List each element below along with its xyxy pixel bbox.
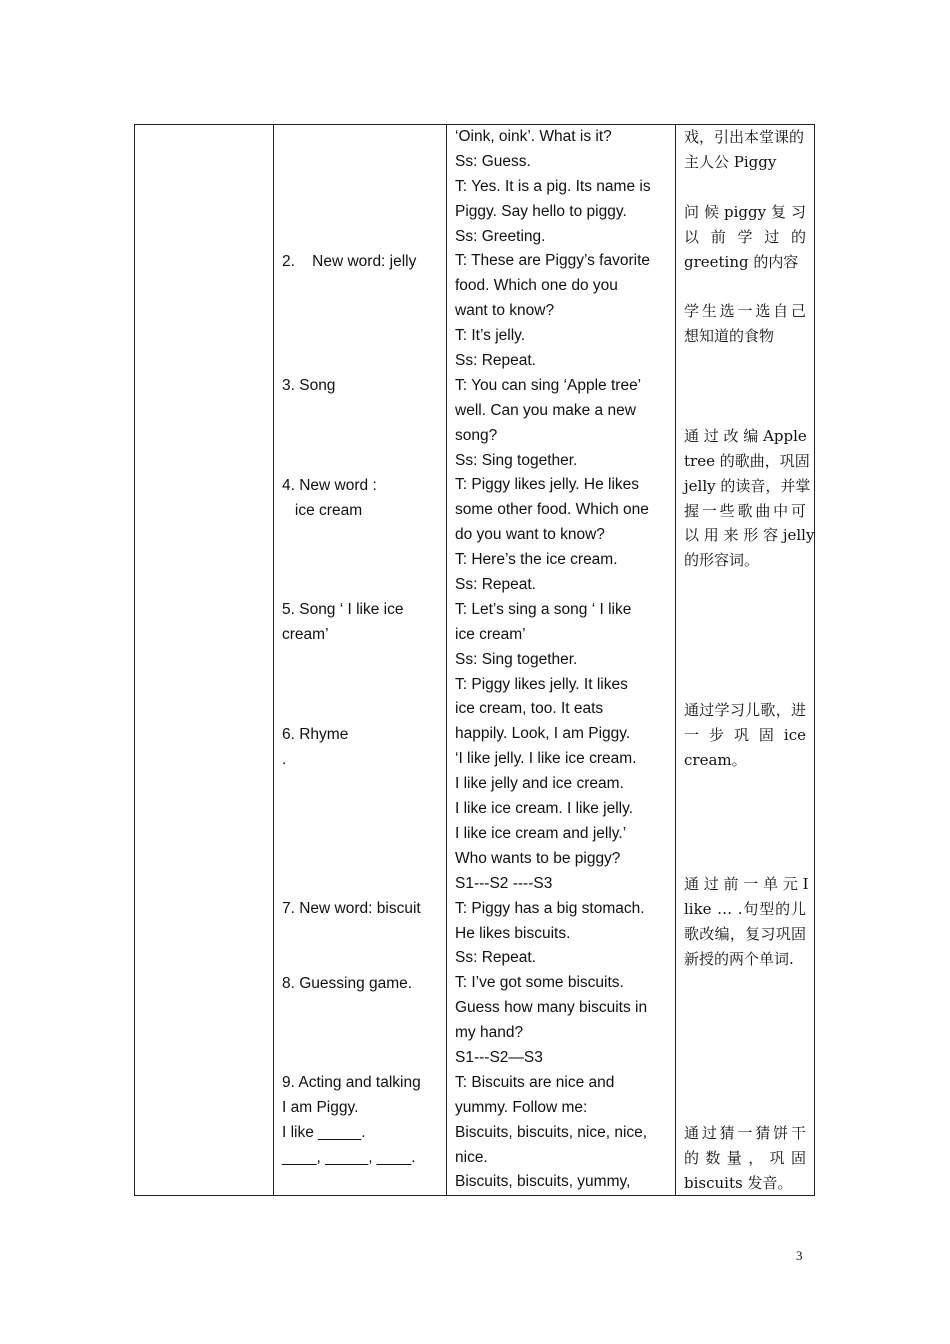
procedure-line: song? [455,426,498,444]
step-label: 6. Rhyme [282,725,349,743]
procedure-line: nice. [455,1148,488,1166]
procedure-line: Ss: Sing together. [455,451,578,469]
design-note-line: 的形容词。 [684,551,760,570]
procedure-line: ‘Oink, oink’. What is it? [455,128,612,145]
design-note-line: 学生选一选自己 [684,302,806,321]
page-number: 3 [796,1248,803,1263]
design-note-line: 通过学习儿歌，进 [684,700,806,719]
procedure-line: Ss: Repeat. [455,949,536,967]
design-note-line: jelly 的读音，并掌 [684,476,811,495]
procedure-line: Biscuits, biscuits, nice, nice, [455,1123,648,1141]
design-note-line: 通过猜一猜饼干 [684,1124,806,1142]
column-divider [675,125,676,1195]
procedure-line: T: Here’s the ice cream. [455,551,618,569]
teaching-procedure-column [455,125,671,1195]
design-note-line: 想知道的食物 [684,327,775,346]
design-note-line: cream。 [684,750,747,769]
procedure-line: Guess how many biscuits in [455,999,648,1017]
procedure-line: Ss: Sing together. [455,650,578,668]
design-note-line: 的 数 量 ， 巩 固 [684,1148,806,1167]
step-label: ice cream [282,501,363,519]
design-note-line: 戏，引出本堂课的 [684,128,805,146]
design-note-line: 主人公 Piggy [684,152,777,171]
procedure-line: Ss: Repeat. [455,576,536,594]
step-label: 4. New word : [282,476,377,494]
procedure-line: T: These are Piggy’s favorite [455,252,650,270]
procedure-line: S1---S2 ----S3 [455,874,553,892]
procedure-line: well. Can you make a new [455,401,636,419]
procedure-line: happily. Look, I am Piggy. [455,725,631,743]
procedure-line: S1---S2—S3 [455,1048,543,1066]
procedure-line: some other food. Which one [455,501,649,519]
design-note-line: 通 过 前 一 单 元 I [684,875,809,893]
procedure-line: Piggy. Say hello to piggy. [455,202,627,220]
step-label: 5. Song ‘ I like ice [282,601,404,619]
procedure-line: my hand? [455,1024,524,1042]
procedure-line: T: Piggy has a big stomach. [455,899,645,917]
procedure-line: T: Biscuits are nice and [455,1073,615,1091]
procedure-line: T: Piggy likes jelly. It likes [455,675,628,693]
procedure-line: Ss: Repeat. [455,352,536,370]
column-divider [446,125,447,1195]
procedure-line: T: Let’s sing a song ‘ I like [455,600,632,618]
procedure-line: I like jelly and ice cream. [455,775,624,793]
procedure-line: do you want to know? [455,526,605,544]
procedure-line: T: It’s jelly. [455,327,526,345]
procedure-line: ‘I like jelly. I like ice cream. [455,750,637,768]
design-note-line: 新授的两个单词. [684,949,794,968]
procedure-line: He likes biscuits. [455,924,571,942]
design-note-line: greeting 的内容 [684,252,799,271]
step-label: ____, _____, ____. [282,1148,416,1166]
design-note-line: 以 前 学 过 的 [684,227,806,246]
step-label: 2. New word: jelly [282,252,417,270]
procedure-line: yummy. Follow me: [455,1098,588,1116]
column-divider [273,125,274,1195]
step-label: I like _____. [282,1124,366,1141]
procedure-line: food. Which one do you [455,277,618,295]
design-note-line: 握一些歌曲中可 [684,501,806,520]
design-note-line: biscuits 发音。 [684,1173,793,1192]
step-label: . [282,750,287,768]
design-note-line: 通 过 改 编 Apple [684,426,807,445]
procedure-line: ice cream’ [455,625,526,643]
procedure-line: Ss: Greeting. [455,227,546,245]
step-label: 3. Song [282,377,336,394]
procedure-line: T: Yes. It is a pig. Its name is [455,177,651,195]
step-label: cream’ [282,626,329,643]
step-label: 9. Acting and talking [282,1074,421,1092]
procedure-line: Biscuits, biscuits, yummy, [455,1173,631,1191]
design-note-line: like … .句型的儿 [684,899,806,918]
procedure-line: Who wants to be piggy? [455,849,621,867]
procedure-line: Ss: Guess. [455,152,531,170]
procedure-line: T: I’ve got some biscuits. [455,974,624,992]
design-note-line: 问 候 piggy 复 习 [684,202,806,221]
design-note-line: tree 的歌曲，巩固 [684,451,810,470]
step-label: 7. New word: biscuit [282,899,421,917]
lesson-plan-table [134,124,815,1196]
procedure-line: I like ice cream. I like jelly. [455,800,634,818]
design-note-line: 以 用 来 形 容 jelly [684,526,815,545]
design-note-line: 歌改编，复习巩固 [684,924,806,943]
design-note-line: 一 步 巩 固 ice [684,725,806,744]
procedure-line: T: You can sing ‘Apple tree’ [455,376,642,394]
procedure-line: I like ice cream and jelly.’ [455,824,627,842]
step-label: 8. Guessing game. [282,974,413,992]
procedure-line: ice cream, too. It eats [455,700,604,718]
procedure-line: want to know? [455,302,555,320]
procedure-line: T: Piggy likes jelly. He likes [455,476,640,494]
step-label: I am Piggy. [282,1099,359,1117]
